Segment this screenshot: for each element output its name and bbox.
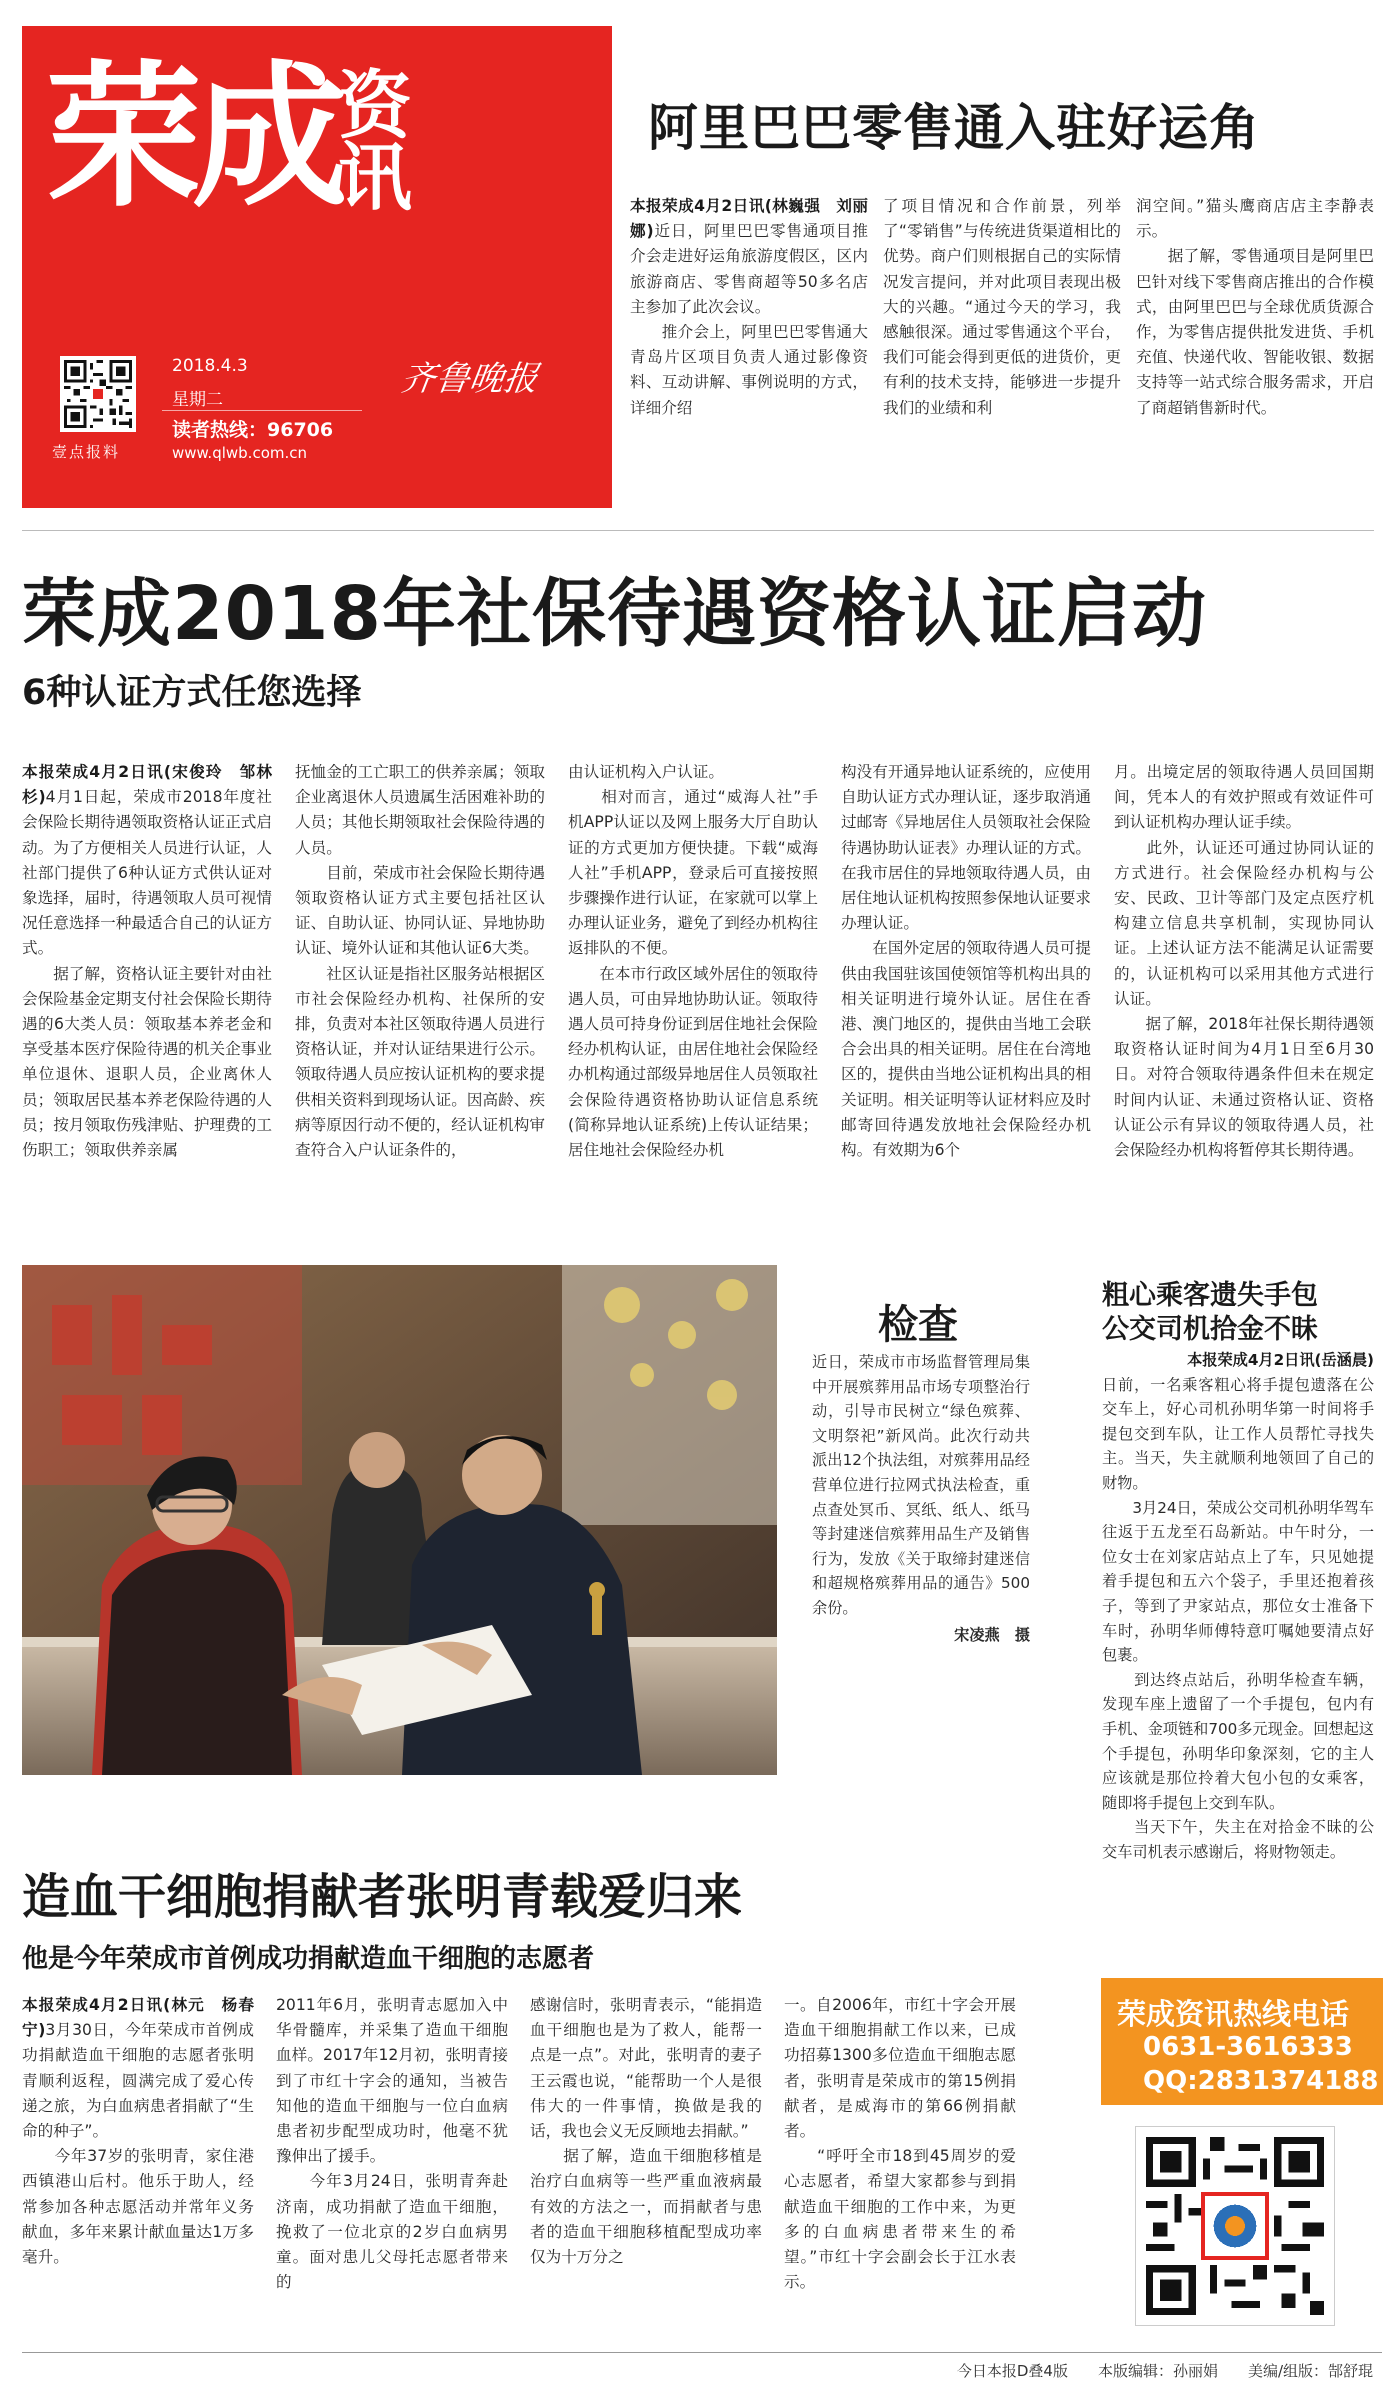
qr-code-icon[interactable] [60,356,136,432]
social-col1-text: 4月1日起，荣成市2018年度社会保险长期待遇领取资格认证正式启动。为了方便相关人员进行认证，人社部门提供了6种认证方式供认证对象选择，届时，待遇领取人员可视情况任意选择一种最适合自己的认证方式。 据了解，资格认证主要针对由社会保险基金定期支付社会保险长期待遇的6大类人员：领取基本养老金和享受基本医疗保险待遇的机关企事业单位退休、退职人员，企业离休人员；领取居民基本养老保险待遇的人员；按月领取伤残津贴、护理费的工伤职工；领取供养亲属 [22,788,272,1160]
driver-body-text: 日前，一名乘客粗心将手提包遗落在公交车上，好心司机孙明华第一时间将手提包交到车队，让工作人员帮忙寻找失主。当天，失主就顺利地领回了自己的财物。 3月24日，荣成公交司机孙明华驾车往返于五龙至石岛新站。中午时分，一位女士在刘家店站点上了车，只见她提着手提包和五六个袋子，手里还抱着孩子，等到了尹家站点，那位女士准备下车时，孙明华师傅特意叮嘱她要清点好包裹。 到达终点站后，孙明华检查车辆，发现车座上遗留了一个手提包，包内有手机、金项链和700多元现金。回想起这个手提包，孙明华印象深刻，它的主人应该就是那位拎着大包小包的女乘客，随即将手提包上交到车队。 当天下午，失主在对拾金不昧的公交车司机表示感谢后，将财物领走。 [1102,1375,1374,1861]
masthead [22,26,612,508]
footer-credits: 今日本报D叠4版 本版编辑：孙丽娟 美编/组版：郜舒琨 [956,2362,1373,2380]
photo-caption-title: 检查 [878,1302,958,1348]
newspaper-brand-logo: 齐鲁晚报 [398,359,541,399]
section-divider [22,530,1374,531]
alibaba-column-3: 润空间。”猫头鹰商店店主李静表示。 据了解，零售通项目是阿里巴巴针对线下零售商店推出的合作模式，由阿里巴巴与全球优质货源合作，为零售店提供批发进货、手机充值、快递代收、智能收银、数据支持等一站式综合服务需求，开启了商超销售新时代。 [1136,197,1374,417]
social-column-2: 抚恤金的工亡职工的供养亲属；领取企业离退休人员遗属生活困难补助的人员；其他长期领取社会保险待遇的人员。 目前，荣成市社会保险长期待遇领取资格认证方式主要包括社区认证、自助认证、协同认证、异地协助认证、境外认证和其他认证6大类。 社区认证是指社区服务站根据区市社会保险经办机构、社保所的安排，负责对本社区领取待遇人员进行资格认证，并对认证结果进行公示。领取待遇人员应按认证机构的要求提供相关资料到现场认证。因高龄、疾病等原因行动不便的，经认证机构审查符合入户认证条件的， [295,763,545,1160]
issue-weekday: 星期二 [172,390,223,410]
social-byline: 本报荣成4月2日讯(宋俊玲 邹林杉) [22,763,272,807]
alibaba-column-2: 了项目情况和合作前景，列举了“零销售”与传统进货渠道相比的优势。商户们则根据自己的实际情况发言提问，并对此项目表现出极大的兴趣。“通过今天的学习，我感触很深。通过零售通这个平台，我们可能会得到更低的进货价，更有利的技术支持，能够进一步提升我们的业绩和利 [883,197,1121,417]
driver-headline-1: 粗心乘客遗失手包 [1102,1280,1318,1311]
social-column-5: 月。出境定居的领取待遇人员回国期间，凭本人的有效护照或有效证件可到认证机构办理认证手续。 此外，认证还可通过协同认证的方式进行。社会保险经办机构与公安、民政、卫计等部门及定点医疗机构建立信息共享机制，实现协同认证。上述认证方法不能满足认证需要的，认证机构可以采用其他方式进行认证。 据了解，2018年社保长期待遇领取资格认证时间为4月1日至6月30日。对符合领取待遇条件但未在规定时间内认证、未通过资格认证、资格认证公示有异议的领取待遇人员，社会保险经办机构将暂停其长期待遇。 [1114,763,1374,1160]
alibaba-byline: 本报荣成4月2日讯(林巍强 刘丽娜) [630,197,868,241]
stemcell-byline: 本报荣成4月2日讯(林元 杨春宁) [22,1996,254,2040]
photo-caption-body: 近日，荣成市市场监督管理局集中开展殡葬用品市场专项整治行动，引导市民树立“绿色殡葬、文明祭祀”新风尚。此次行动共派出12个执法组，对殡葬用品经营单位进行拉网式执法检查，重点查处冥币、冥纸、纸人、纸马等封建迷信殡葬用品生产及销售行为，发放《关于取缔封建迷信和超规格殡葬用品的通告》500余份。 [812,1353,1030,1617]
masthead-title-stack [338,63,412,221]
hotline-qr-code-icon[interactable] [1135,2126,1335,2326]
social-column-3: 由认证机构入户认证。 相对而言，通过“威海人社”手机APP认证以及网上服务大厅自助认证的方式更加方便快捷。下载“威海人社”手机APP，登录后可直接按照步骤操作进行认证，在家就可以掌上办理认证业务，避免了到经办机构往返排队的不便。 在本市行政区域外居住的领取待遇人员，可由异地协助认证。领取待遇人员可持身份证到居住地社会保险经办机构认证，由居住地社会保险经办机构通过部级异地居住人员领取社会保险待遇资格协助认证信息系统(简称异地认证系统)上传认证结果；居住地社会保险经办机 [568,763,818,1160]
inspection-photo [22,1265,777,1775]
hotline-box [1101,1978,1383,2105]
driver-byline: 本报荣成4月2日讯(岳涵晨) [1187,1351,1374,1369]
footer-rule [22,2352,1382,2353]
stemcell-subheadline: 他是今年荣成市首例成功捐献造血干细胞的志愿者 [22,1944,595,1974]
masthead-title-char-2: 讯 [338,135,412,221]
social-security-subheadline: 6种认证方式任您选择 [22,673,362,713]
driver-article-body [1102,1348,1374,1958]
masthead-title-main: 荣成 [46,45,338,228]
stemcell-headline: 造血干细胞捐献者张明青载爱归来 [22,1869,743,1925]
masthead-logo [46,45,412,228]
masthead-title-char-1: 资 [338,63,412,149]
stemcell-col1-text: 3月30日，今年荣成市首例成功捐献造血干细胞的志愿者张明青顺利返程，圆满完成了爱心传递之旅，为白血病患者捐献了“生命的种子”。 今年37岁的张明青，家住港西镇港山后村。他乐于助人，经常参加各种志愿活动并常年义务献血，多年来累计献血量达1万多毫升。 [22,2021,254,2267]
reader-hotline: 读者热线：96706 [172,419,334,441]
hotline-box-title: 荣成资讯热线电话 [1117,1997,1350,2031]
issue-date: 2018.4.3 [172,356,248,376]
stemcell-column-1 [22,1993,254,2323]
stemcell-column-2: 2011年6月，张明青志愿加入中华骨髓库，并采集了造血干细胞血样。2017年12月初，张明青接到了市红十字会的通知，当被告知他的造血干细胞与一位白血病患者初步配型成功时，他毫不犹豫伸出了援手。 今年3月24日，张明青奔赴济南，成功捐献了造血干细胞，挽救了一位北京的2岁白血病男童。面对患儿父母托志愿者带来的 [276,1996,508,2292]
hotline-qq[interactable]: QQ:2831374188 [1143,2066,1379,2096]
photo-caption [812,1350,1030,1647]
qr-label: 壹点报料 [52,443,121,461]
hotline-phone[interactable]: 0631-3616333 [1143,2032,1353,2062]
stemcell-column-4: 一。自2006年，市红十字会开展造血干细胞捐献工作以来，已成功招募1300多位造血干细胞志愿者，张明青是荣成市的第15例捐献者，是威海市的第66例捐献者。 “呼吁全市18到45周岁的爱心志愿者，希望大家都参与到捐献造血干细胞的工作中来，为更多的白血病患者带来生的希望。”市红十字会副会长于江水表示。 [784,1996,1016,2292]
website-url[interactable]: www.qlwb.com.cn [172,444,307,462]
masthead-divider [162,410,362,411]
social-security-headline: 荣成2018年社保待遇资格认证启动 [22,571,1207,657]
stemcell-column-3: 感谢信时，张明青表示，“能捐造血干细胞也是为了救人，能帮一点是一点”。对此，张明青的妻子王云霞也说，“能帮助一个人是很伟大的一件事情，换做是我的话，我也会义无反顾地去捐献。” 据了解，造血干细胞移植是治疗白血病等一些严重血液病最有效的方法之一，而捐献者与患者的造血干细胞移植配型成功率仅为十万分之 [530,1996,762,2267]
social-column-1 [22,760,272,1240]
alibaba-headline: 阿里巴巴零售通入驻好运角 [648,99,1260,157]
alibaba-col1-text: 近日，阿里巴巴零售通项目推介会走进好运角旅游度假区，区内旅游商店、零售商超等50多名店主参加了此次会议。 推介会上，阿里巴巴零售通大青岛片区项目负责人通过影像资料、互动讲解、事例说明的方式，详细介绍 [630,222,868,417]
driver-headline-2: 公交司机拾金不昧 [1102,1314,1318,1345]
social-column-4: 构没有开通异地认证系统的，应使用自助认证方式办理认证，逐步取消通过邮寄《异地居住人员领取社会保险待遇协助认证表》办理认证的方式。在我市居住的异地领取待遇人员，由居住地认证机构按照参保地认证要求办理认证。 在国外定居的领取待遇人员可提供由我国驻该国使领馆等机构出具的相关证明进行境外认证。居住在香港、澳门地区的，提供由当地工会联合会出具的相关证明。居住在台湾地区的，提供由当地公证机构出具的相关证明。相关证明等认证材料应及时邮寄回待遇发放地社会保险经办机构。有效期为6个 [841,763,1091,1160]
alibaba-column-1 [630,194,868,504]
photo-credit: 宋凌燕 摄 [954,1625,1030,1644]
